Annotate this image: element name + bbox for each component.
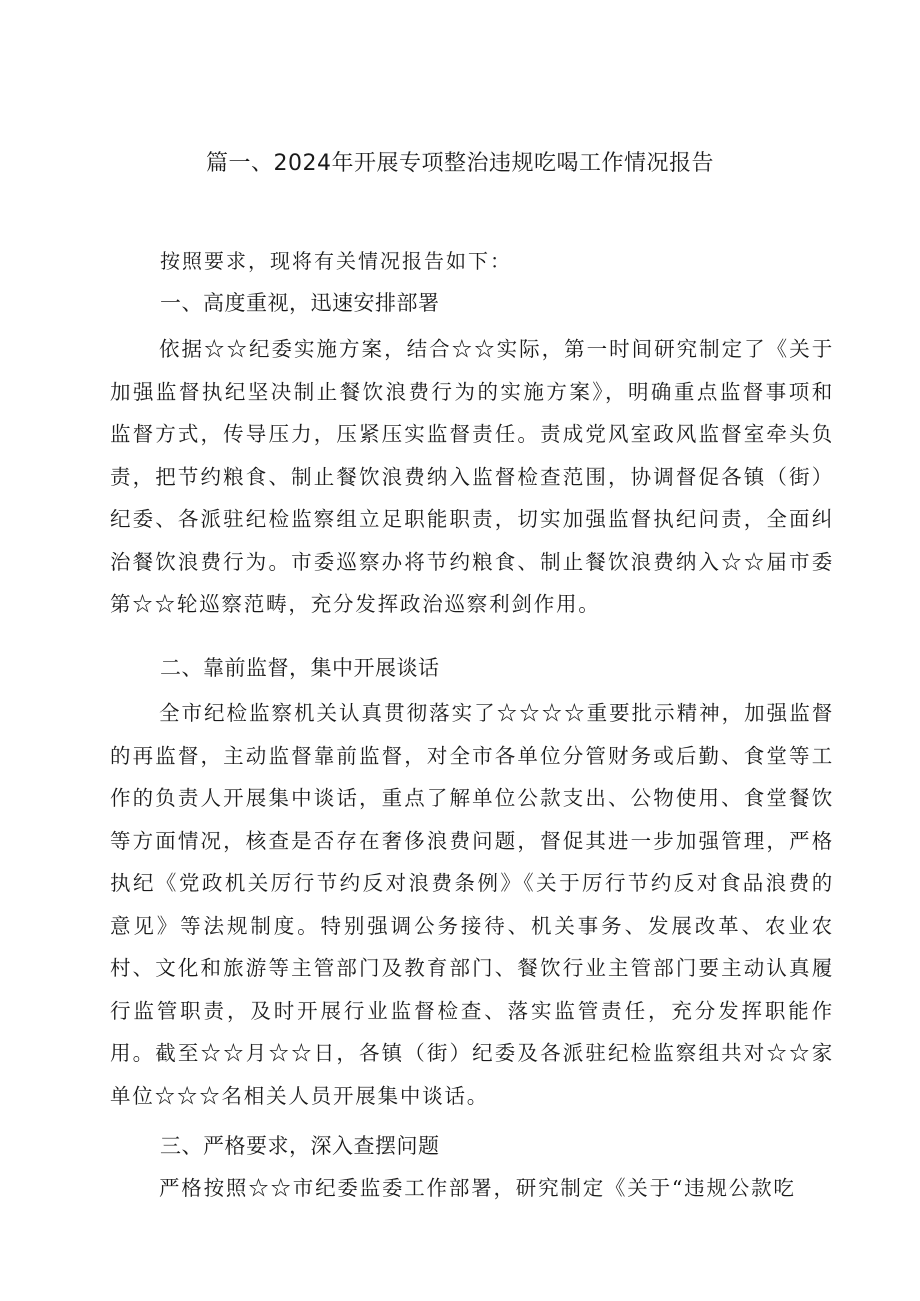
section-heading-2: 二、靠前监督，集中开展谈话 [160, 656, 440, 680]
intro-text: 按照要求，现将有关情况报告如下： [160, 249, 512, 273]
document-title: 篇一、2024年开展专项整治违规吃喝工作情况报告 [206, 151, 714, 176]
section-paragraph-3: 严格按照☆☆市纪委监委工作部署，研究制定《关于“违规公款吃 [159, 1176, 796, 1200]
section-paragraph-1: 依据☆☆纪委实施方案，结合☆☆实际，第一时间研究制定了《关于加强监督执纪坚决制止餐饮浪费行为的实施方案》，明确重点监督事项和监督方式，传导压力，压紧压实监督责任。责成党风室政风监督室牵头负责，把节约粮食、制止餐饮浪费纳入监督检查范围，协调督促各镇（街）纪委、各派驻纪检监察组立足职能职责，切实加强监督执纪问责，全面纠治餐饮浪费行为。市委巡察办将节约粮食、制止餐饮浪费纳入☆☆届市委第☆☆轮巡察范畴，充分发挥政治巡察利剑作用。 [110, 337, 834, 616]
section-paragraph-2: 全市纪检监察机关认真贯彻落实了☆☆☆☆重要批示精神，加强监督的再监督，主动监督靠前监督，对全市各单位分管财务或后勤、食堂等工作的负责人开展集中谈话，重点了解单位公款支出、公物使用、食堂餐饮等方面情况，核查是否存在奢侈浪费问题，督促其进一步加强管理，严格执纪《党政机关厉行节约反对浪费条例》《关于厉行节约反对食品浪费的意见》等法规制度。特别强调公务接待、机关事务、发展改革、农业农村、文化和旅游等主管部门及教育部门、餐饮行业主管部门要主动认真履行监管职责，及时开展行业监督检查、落实监管责任，充分发挥职能作用。截至☆☆月☆☆日，各镇（街）纪委及各派驻纪检监察组共对☆☆家单位☆☆☆名相关人员开展集中谈话。 [110, 701, 834, 1108]
section-heading-1: 一、高度重视，迅速安排部署 [160, 291, 440, 315]
section-heading-3: 三、严格要求，深入查摆问题 [160, 1134, 440, 1158]
